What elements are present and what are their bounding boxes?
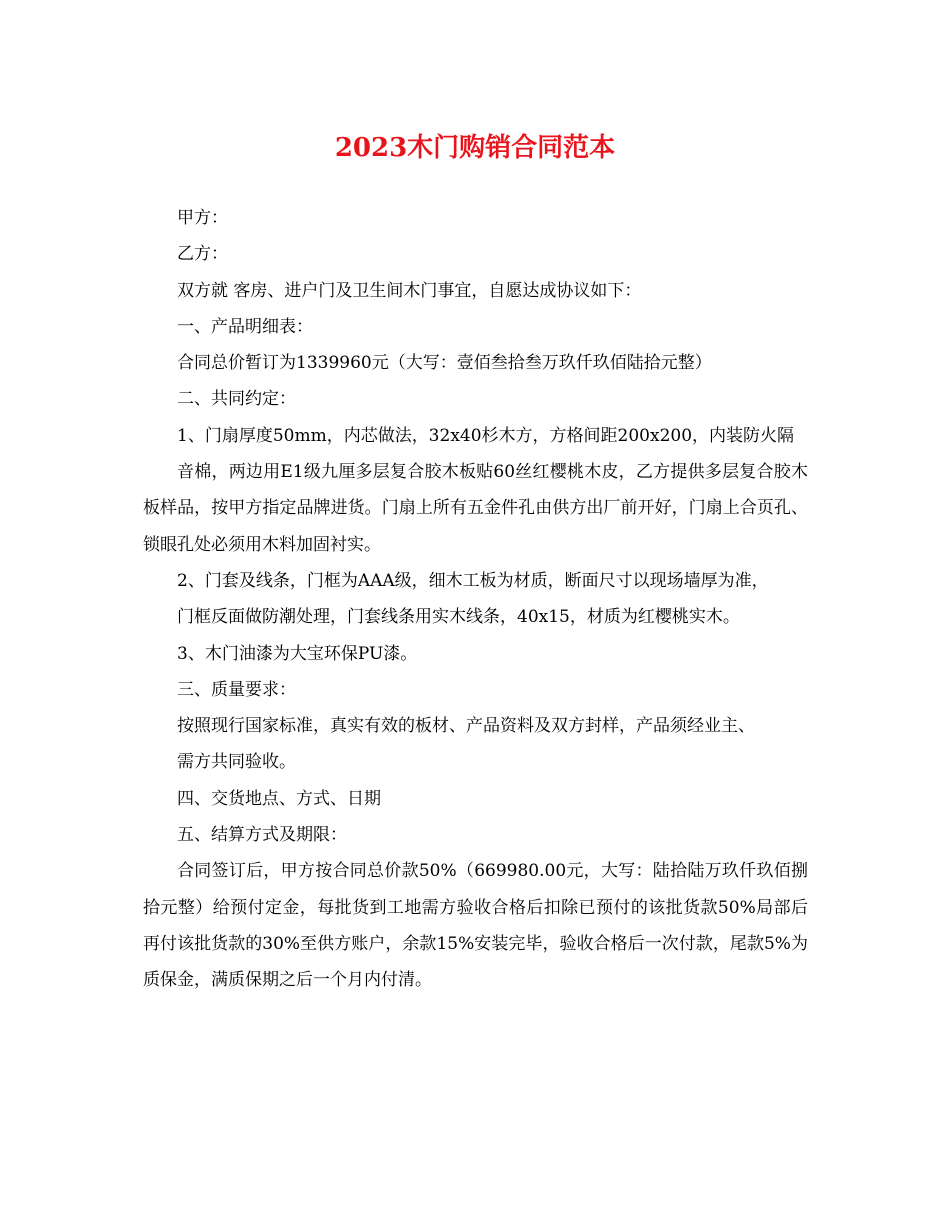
clause-1-first-line: 1、门扇厚度50mm，内芯做法，32x40杉木方，方格间距200x200，内装防火隔: [177, 425, 795, 446]
clause-3: 3、木门油漆为大宝环保PU漆。: [177, 643, 418, 664]
clause-2-continued: 门框反面做防潮处理，门套线条用实木线条，40x15，材质为红樱桃实木。: [177, 607, 740, 628]
section-heading-1: 一、产品明细表：: [177, 316, 313, 337]
quality-clause-first-line: 按照现行国家标准，真实有效的板材、产品资料及双方封样，产品须经业主、: [177, 716, 755, 737]
party-a-line: 甲方：: [177, 208, 228, 228]
clause-2-first-line: 2、门套及线条，门框为AAA级，细木工板为材质，断面尺寸以现场墙厚为准，: [177, 570, 769, 591]
clause-1-continued: 音棉，两边用E1级九厘多层复合胶木板贴60丝红樱桃木皮，乙方提供多层复合胶木板样品，按甲方指定品牌进货。门扇上所有五金件孔由供方出厂前开好，门扇上合页孔、锁眼孔处必须用木料加固衬实。: [143, 462, 808, 555]
document-title: 2023木门购销合同范本: [334, 133, 616, 163]
quality-clause-continued: 需方共同验收。: [177, 752, 296, 773]
settlement-clause: 合同签订后，甲方按合同总价款50%（669980.00元，大写：陆拾陆万玖仟玖佰捌拾元整）给预付定金，每批货到工地需方验收合格后扣除已预付的该批货款50%局部后再付该批货款的30%至供方账户，余款15%安装完毕，验收合格后一次付款，尾款5%为质保金，满质保期之后一个月内付清。: [143, 861, 808, 991]
section-heading-2: 二、共同约定：: [177, 389, 296, 410]
section-heading-3: 三、质量要求：: [177, 679, 296, 700]
total-price-line: 合同总价暂订为1339960元（大写：壹佰叁拾叁万玖仟玖佰陆拾元整）: [177, 353, 712, 374]
agreement-intro: 双方就 客房、进户门及卫生间木门事宜，自愿达成协议如下：: [177, 280, 642, 301]
section-heading-5: 五、结算方式及期限：: [177, 825, 347, 846]
party-b-line: 乙方：: [177, 244, 228, 265]
document-body: [143, 200, 808, 999]
section-heading-4: 四、交货地点、方式、日期: [177, 788, 381, 809]
